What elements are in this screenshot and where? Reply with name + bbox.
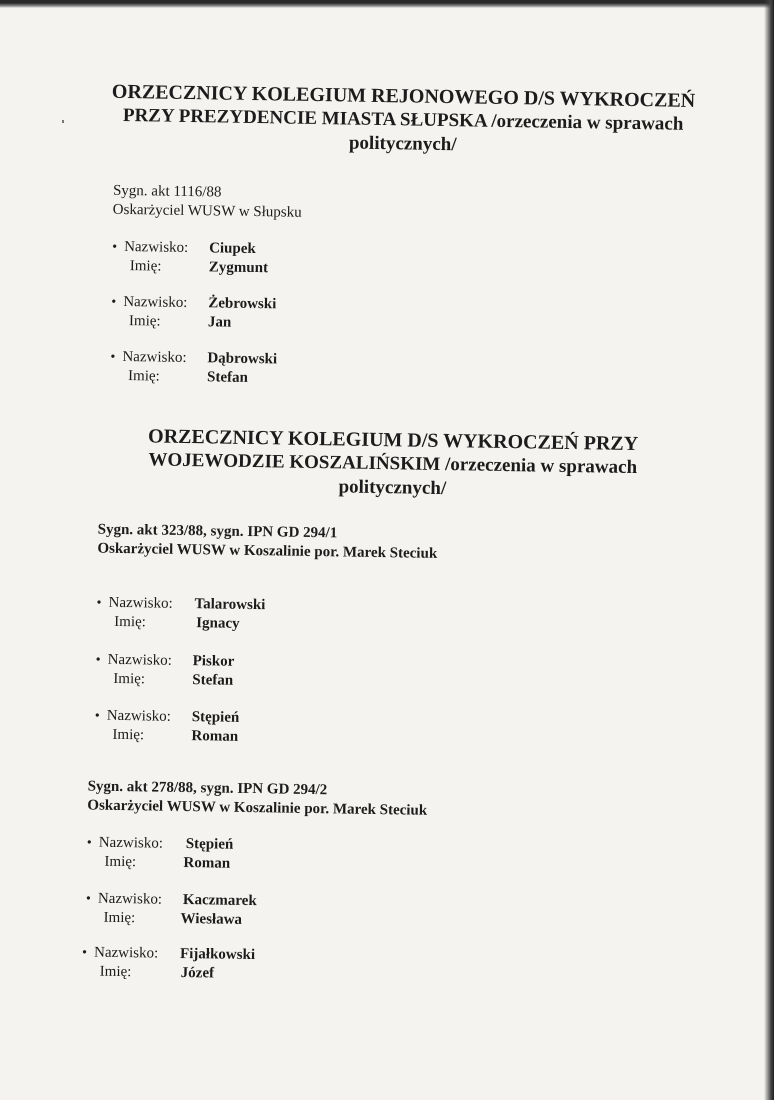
bullet-icon: •	[95, 652, 101, 668]
section2-title-line3: politycznych/	[338, 476, 447, 500]
name-label: Imię:	[113, 670, 146, 688]
name-value: Wiesława	[180, 910, 243, 928]
surname-label: Nazwisko:	[123, 293, 188, 311]
name-label: Imię:	[104, 853, 137, 871]
surname-value: Talarowski	[194, 596, 266, 614]
name-value: Ignacy	[196, 615, 240, 632]
name-value: Zygmunt	[208, 259, 269, 277]
bullet-icon: •	[81, 945, 88, 961]
surname-label: Nazwisko:	[93, 944, 159, 962]
bullet-icon: •	[110, 349, 116, 365]
scan-speck	[62, 120, 64, 123]
name-label: Imię:	[99, 963, 132, 981]
name-value: Jan	[207, 314, 232, 331]
name-label: Imię:	[114, 613, 147, 631]
section1-sygn: Sygn. akt 1116/88	[112, 182, 222, 201]
surname-label: Nazwisko:	[106, 707, 172, 725]
surname-label: Nazwisko:	[122, 348, 187, 366]
name-value: Józef	[180, 964, 215, 982]
surname-value: Fijałkowski	[179, 945, 256, 964]
surname-label: Nazwisko:	[108, 594, 173, 612]
case2-oskarzyciel: Oskarżyciel WUSW w Koszalinie por. Marek Steciuk	[87, 797, 428, 819]
bullet-icon: •	[112, 239, 118, 255]
surname-label: Nazwisko:	[98, 834, 164, 852]
name-value: Stefan	[206, 369, 249, 386]
name-value: Roman	[183, 854, 231, 872]
scan-right-edge	[764, 0, 774, 1100]
section2-title-line1: ORZECZNICY KOLEGIUM D/S WYKROCZEŃ PRZY	[147, 425, 639, 456]
section1-title-line2: PRZY PREZYDENCIE MIASTA SŁUPSKA /orzeczenia w sprawach	[122, 104, 684, 135]
case1-oskarzyciel: Oskarżyciel WUSW w Koszalinie por. Marek Steciuk	[97, 540, 438, 562]
surname-value: Dąbrowski	[207, 350, 278, 368]
surname-label: Nazwisko:	[97, 890, 163, 908]
section1-title-line3: politycznych/	[348, 132, 457, 156]
name-value: Stefan	[192, 672, 234, 689]
section2-title-line2: WOJEWODZIE KOSZALIŃSKIM /orzeczenia w sprawach	[148, 449, 638, 479]
case1-sygn: Sygn. akt 323/88, sygn. IPN GD 294/1	[97, 521, 338, 542]
section1-title	[93, 79, 714, 161]
surname-value: Ciupek	[208, 240, 256, 258]
section1-title-line1: ORZECZNICY KOLEGIUM REJONOWEGO D/S WYKROCZEŃ	[111, 80, 696, 112]
surname-value: Kaczmarek	[182, 891, 257, 910]
surname-label: Nazwisko:	[124, 238, 189, 256]
bullet-icon: •	[96, 595, 102, 611]
name-label: Imię:	[103, 909, 136, 927]
name-label: Imię:	[127, 368, 160, 385]
bullet-icon: •	[94, 708, 100, 724]
name-value: Roman	[191, 728, 239, 745]
bullet-icon: •	[111, 294, 117, 310]
section2-title	[92, 424, 693, 505]
section1-oskarzyciel: Oskarżyciel WUSW w Słupsku	[112, 201, 302, 221]
name-label: Imię:	[128, 313, 161, 330]
name-label: Imię:	[112, 726, 145, 744]
bullet-icon: •	[86, 835, 92, 851]
surname-label: Nazwisko:	[107, 651, 172, 669]
name-label: Imię:	[129, 258, 162, 275]
surname-value: Żebrowski	[208, 295, 277, 313]
scan-top-edge	[0, 0, 774, 8]
surname-value: Piskor	[192, 653, 235, 670]
bullet-icon: •	[85, 891, 91, 907]
surname-value: Stępień	[185, 836, 234, 853]
case2-sygn: Sygn. akt 278/88, sygn. IPN GD 294/2	[87, 778, 328, 799]
surname-value: Stępień	[191, 709, 240, 726]
